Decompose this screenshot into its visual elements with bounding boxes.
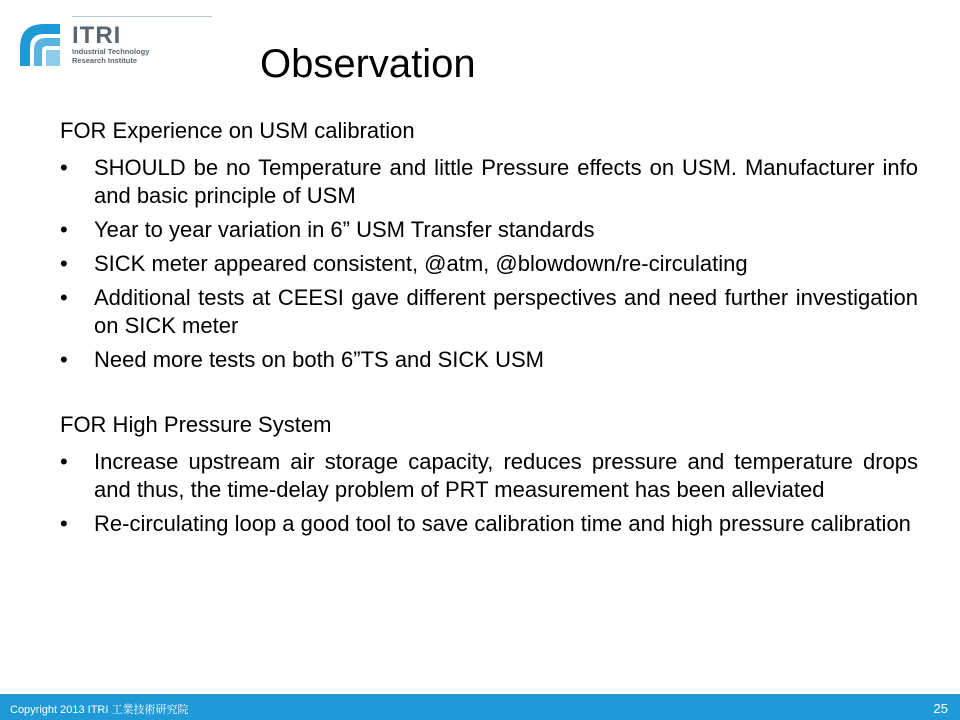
bullet-text: SHOULD be no Temperature and little Pressure effects on USM. Manufacturer info and basic principle of USM — [94, 155, 918, 208]
logo-divider — [72, 16, 212, 17]
high-pressure-bullet-list — [60, 448, 918, 538]
bullet-text: SICK meter appeared consistent, @atm, @blowdown/re-circulating — [94, 251, 748, 276]
itri-logo-mark-icon — [14, 18, 62, 68]
list-item — [60, 448, 918, 504]
slide-title: Observation — [260, 42, 476, 86]
bullet-dot-icon: • — [60, 155, 68, 180]
slide-body — [60, 114, 918, 538]
bullet-text: Additional tests at CEESI gave different perspectives and need further investigation on SICK meter — [94, 285, 918, 338]
logo-subtitle-line2: Research Institute — [72, 55, 138, 65]
bullet-text: Increase upstream air storage capacity, reduces pressure and temperature drops and thus, the time-delay problem of PRT measurement has been alleviated — [94, 449, 918, 502]
bullet-dot-icon: • — [60, 511, 68, 536]
list-item — [60, 216, 918, 244]
bullet-text: Re-circulating loop a good tool to save calibration time and high pressure calibration — [94, 511, 911, 536]
page-number: 25 — [933, 701, 948, 716]
bullet-dot-icon: • — [60, 285, 68, 310]
list-item — [60, 346, 918, 374]
bullet-dot-icon: • — [60, 449, 68, 474]
usm-bullet-list — [60, 154, 918, 374]
footer-bar — [0, 694, 960, 720]
list-item — [60, 154, 918, 210]
logo-name: ITRI — [72, 22, 122, 49]
bullet-dot-icon: • — [60, 251, 68, 276]
bullet-dot-icon: • — [60, 347, 68, 372]
list-item — [60, 284, 918, 340]
section-spacer — [60, 374, 918, 408]
itri-logo — [14, 8, 200, 68]
bullet-text: Year to year variation in 6” USM Transfer standards — [94, 217, 595, 242]
logo-subtitle-line1: Industrial Technology — [72, 47, 150, 56]
section-heading-high-pressure: FOR High Pressure System — [60, 412, 332, 437]
list-item — [60, 250, 918, 278]
footer-copyright: Copyright 2013 ITRI 工業技術研究院 — [10, 704, 189, 716]
bullet-dot-icon: • — [60, 217, 68, 242]
logo-subtitle — [72, 48, 202, 65]
section-heading-usm: FOR Experience on USM calibration — [60, 118, 415, 143]
bullet-text: Need more tests on both 6”TS and SICK USM — [94, 347, 544, 372]
list-item — [60, 510, 918, 538]
